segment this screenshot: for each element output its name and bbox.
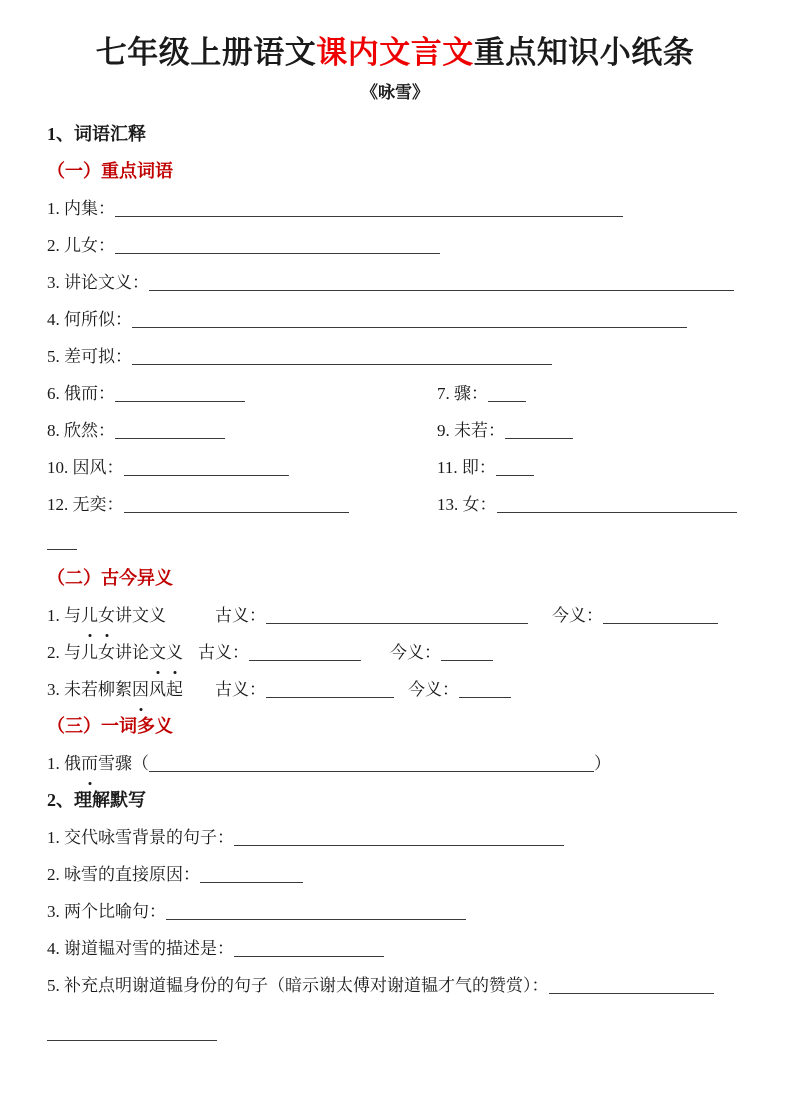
- answer-blank: [115, 384, 245, 402]
- question-label: 讲文义: [115, 606, 166, 625]
- spacer: [183, 694, 215, 695]
- question-label: 今义：: [552, 606, 603, 625]
- fill-in-line: [47, 301, 743, 338]
- question-label: 3. 两个比喻句：: [47, 902, 166, 921]
- fill-in-line: [47, 893, 743, 930]
- fill-in-line: [47, 338, 743, 375]
- answer-blank: [149, 754, 594, 772]
- spacer: [361, 657, 390, 658]
- question-label: 4. 谢道韫对雪的描述是：: [47, 939, 234, 958]
- emphasis-dot-char: 女: [98, 597, 115, 634]
- emphasis-dot-char: 义: [166, 634, 183, 671]
- answer-blank: [505, 421, 573, 439]
- fill-in-line: [47, 967, 743, 1004]
- answer-blank: [124, 458, 289, 476]
- answer-blank: [115, 236, 440, 254]
- answer-blank: [459, 680, 511, 698]
- title-pre: 七年级上册语文: [95, 35, 317, 70]
- question-label: 10. 因风：: [47, 458, 124, 477]
- two-column-line: [47, 449, 743, 486]
- left-column-item: [47, 449, 437, 486]
- fill-in-line: [47, 1014, 743, 1051]
- question-label: 1. 俄: [47, 754, 81, 773]
- fill-in-line: [47, 930, 743, 967]
- answer-blank: [266, 606, 528, 624]
- section-heading: 2、理解默写: [47, 790, 146, 810]
- subsection-heading: （一）重点词语: [47, 161, 173, 181]
- question-label: 8. 欣然：: [47, 421, 115, 440]
- spacer: [183, 657, 198, 658]
- emphasized-term: [81, 754, 98, 773]
- answer-blank: [234, 939, 384, 957]
- question-label: 3. 未若柳絮: [47, 680, 132, 699]
- two-column-line: [47, 375, 743, 412]
- question-label: 3. 讲论文义：: [47, 273, 149, 292]
- left-column-item: [47, 486, 437, 523]
- question-label: 12. 无奕：: [47, 495, 124, 514]
- right-column-item: [437, 375, 743, 412]
- question-label: 13. 女：: [437, 495, 497, 514]
- answer-blank: [47, 1023, 217, 1041]
- emphasis-dot-char: 而: [81, 745, 98, 782]
- subsection-heading: （二）古今异义: [47, 568, 173, 588]
- question-label: 今义：: [390, 643, 441, 662]
- question-label: 2. 儿女：: [47, 236, 115, 255]
- question-label: 11. 即：: [437, 458, 496, 477]
- fill-in-line: [47, 597, 743, 634]
- question-label: 9. 未若：: [437, 421, 505, 440]
- emphasized-term: [81, 606, 115, 625]
- answer-blank: [166, 902, 466, 920]
- question-label: 1. 内集：: [47, 199, 115, 218]
- answer-blank: [132, 347, 552, 365]
- answer-blank: [496, 458, 534, 476]
- answer-blank: [249, 643, 361, 661]
- answer-blank: [488, 384, 526, 402]
- answer-blank: [149, 273, 734, 291]
- question-label: ）: [594, 754, 611, 773]
- question-label: 5. 差可拟：: [47, 347, 132, 366]
- emphasis-dot-char: 因: [132, 671, 149, 708]
- question-label: 古义：: [215, 680, 266, 699]
- question-label: 5. 补充点明谢道韫身份的句子（暗示谢太傅对谢道韫才气的赞赏）：: [47, 976, 549, 995]
- answer-blank: [115, 199, 623, 217]
- answer-blank: [234, 828, 564, 846]
- fill-in-line: [47, 523, 743, 560]
- question-label: 6. 俄而：: [47, 384, 115, 403]
- lesson-subtitle: 《咏雪》: [361, 83, 429, 102]
- question-label: 2. 咏雪的直接原因：: [47, 865, 200, 884]
- title-post: 重点知识小纸条: [473, 35, 695, 70]
- two-column-line: [47, 412, 743, 449]
- left-column-item: [47, 375, 437, 412]
- fill-in-line: [47, 227, 743, 264]
- answer-blank: [115, 421, 225, 439]
- answer-blank: [200, 865, 303, 883]
- answer-blank: [132, 310, 687, 328]
- question-label: 今义：: [408, 680, 459, 699]
- emphasis-dot-char: 文: [149, 634, 166, 671]
- question-label: 4. 何所似：: [47, 310, 132, 329]
- emphasized-term: [149, 643, 183, 662]
- answer-blank: [603, 606, 718, 624]
- right-column-item: [437, 486, 743, 523]
- fill-in-line: [47, 375, 743, 412]
- question-label: 7. 骤：: [437, 384, 488, 403]
- fill-in-line: [47, 819, 743, 856]
- question-label: 1. 交代咏雪背景的句子：: [47, 828, 234, 847]
- fill-in-line: [47, 745, 743, 782]
- fill-in-line: [47, 412, 743, 449]
- two-column-line: [47, 486, 743, 523]
- fill-in-line: [47, 634, 743, 671]
- page-title: [47, 30, 743, 76]
- worksheet-body: [47, 116, 743, 1051]
- spacer: [166, 620, 215, 621]
- question-label: 古义：: [215, 606, 266, 625]
- answer-blank: [47, 532, 77, 550]
- fill-in-line: [47, 449, 743, 486]
- question-label: 2. 与儿女讲论: [47, 643, 149, 662]
- question-label: 雪骤（: [98, 754, 149, 773]
- fill-in-line: [47, 264, 743, 301]
- question-label: 风起: [149, 680, 183, 699]
- fill-in-line: [47, 671, 743, 708]
- question-label: 1. 与: [47, 606, 81, 625]
- title-highlight: 课内文言文: [316, 35, 474, 70]
- answer-blank: [441, 643, 493, 661]
- right-column-item: [437, 412, 743, 449]
- answer-blank: [124, 495, 349, 513]
- subsection-heading: （三）一词多义: [47, 716, 173, 736]
- emphasis-dot-char: 儿: [81, 597, 98, 634]
- spacer: [528, 620, 552, 621]
- fill-in-line: [47, 856, 743, 893]
- fill-in-line: [47, 486, 743, 523]
- right-column-item: [437, 449, 743, 486]
- question-label: 古义：: [198, 643, 249, 662]
- answer-blank: [497, 495, 737, 513]
- fill-in-line: [47, 190, 743, 227]
- section-heading: 1、词语汇释: [47, 124, 146, 144]
- spacer: [394, 694, 408, 695]
- emphasized-term: [132, 680, 149, 699]
- answer-blank: [266, 680, 394, 698]
- left-column-item: [47, 412, 437, 449]
- answer-blank: [549, 976, 714, 994]
